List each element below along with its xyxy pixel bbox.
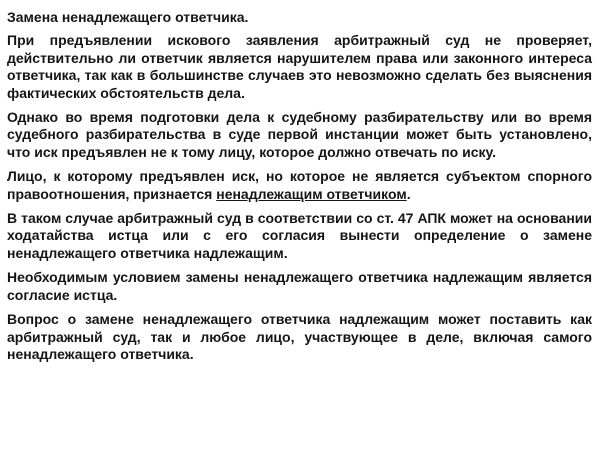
definition-end: . [406, 185, 411, 202]
definition-text: Лицо, к которому предъявлен иск, но которое не является субъектом спорного правоотношения, признается [7, 168, 592, 202]
paragraph-3-definition [7, 168, 592, 203]
paragraph-1: При предъявлении искового заявления арбитражный суд не проверяет, действительно ли ответчик является нарушителем права или законного интереса ответчика, так как в большинстве случаев это невозможно сделать без выяснения фактических обстоятельств дела. [7, 32, 592, 101]
document-title: Замена ненадлежащего ответчика. [7, 9, 249, 25]
paragraph-2: Однако во время подготовки дела к судебному разбирательству или во время судебного разбирательства в суде первой инстанции может быть установлено, что иск предъявлен не к тому лицу, которое должно отвечать по иску. [7, 109, 592, 160]
paragraph-4: В таком случае арбитражный суд в соответствии со ст. 47 АПК может на основании ходатайства истца или с его согласия вынести определение о замене ненадлежащего ответчика надлежащим. [7, 210, 592, 261]
defined-term: ненадлежащим ответчиком [216, 185, 407, 202]
paragraph-6: Вопрос о замене ненадлежащего ответчика надлежащим может поставить как арбитражный суд, так и любое лицо, участвующее в деле, включая самого ненадлежащего ответчика. [7, 311, 592, 362]
paragraph-5: Необходимым условием замены ненадлежащего ответчика надлежащим является согласие истца. [7, 269, 592, 303]
